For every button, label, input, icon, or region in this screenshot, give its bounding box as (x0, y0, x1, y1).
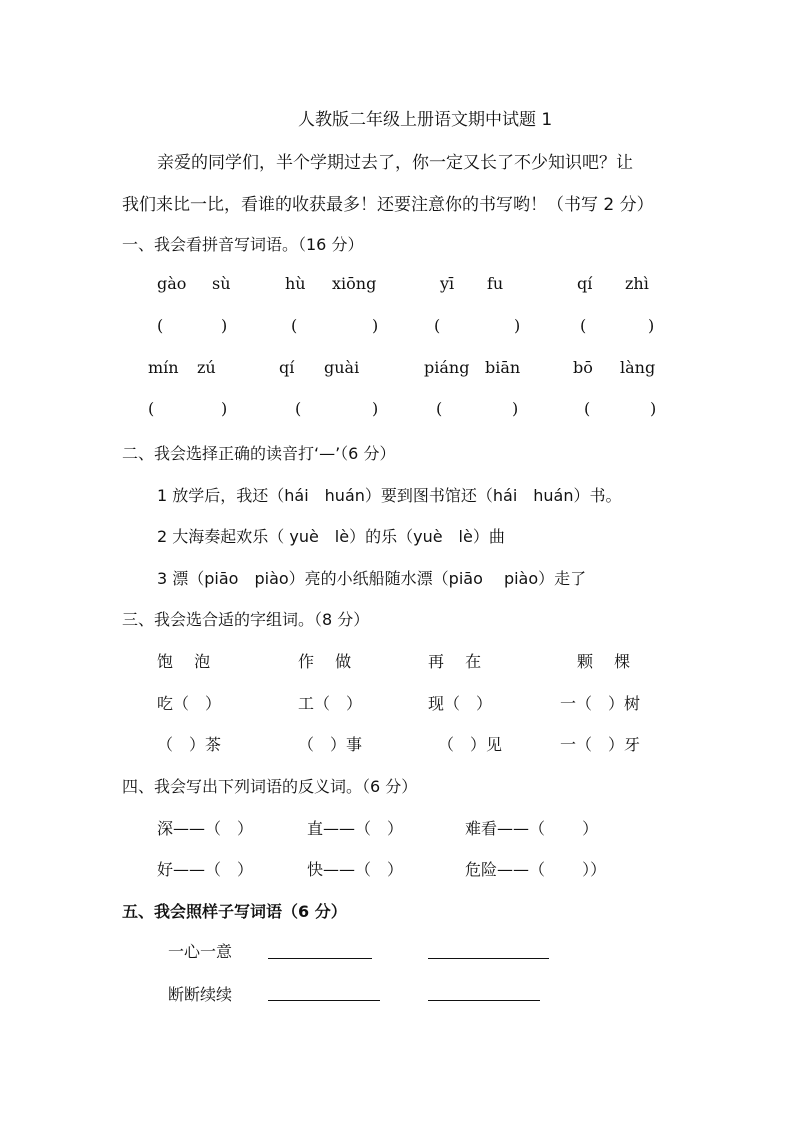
answer-bracket-open: ( (436, 399, 443, 418)
intro-line-1: 亲爱的同学们，半个学期过去了，你一定又长了不少知识吧？让 (157, 153, 633, 173)
antonym-blank: 直——（ ） (307, 819, 404, 838)
antonym-blank: 快——（ ） (307, 860, 404, 879)
answer-bracket-open: ( (148, 399, 155, 418)
pinyin: biān (485, 358, 521, 377)
answer-bracket-close: ) (512, 399, 519, 418)
fill-blank: 吃（ ） (157, 694, 222, 713)
section-5-heading: 五、我会照样子写词语（6 分） (122, 902, 347, 921)
char-pair: 作 做 (298, 652, 352, 671)
answer-bracket-open: ( (157, 316, 164, 335)
answer-bracket-open: ( (580, 316, 587, 335)
pinyin: zhì (625, 274, 649, 293)
pinyin: xiōng (332, 274, 377, 293)
pinyin: piáng (424, 358, 470, 377)
pinyin: làng (620, 358, 656, 377)
pinyin: guài (324, 358, 360, 377)
answer-line (428, 958, 549, 959)
answer-bracket-close: ) (221, 399, 228, 418)
antonym-blank: 难看——（ ） (465, 819, 599, 838)
answer-bracket-close: ) (648, 316, 655, 335)
example-word-2: 断断续续 (168, 985, 233, 1004)
char-pair: 再 在 (428, 652, 482, 671)
section-3-heading: 三、我会选合适的字组词。（8 分） (122, 610, 370, 629)
answer-bracket-open: ( (295, 399, 302, 418)
answer-bracket-close: ) (372, 399, 379, 418)
pinyin: bō (573, 358, 593, 377)
pinyin: yī (440, 274, 455, 293)
answer-bracket-close: ) (650, 399, 657, 418)
intro-line-2: 我们来比一比，看谁的收获最多！还要注意你的书写哟！（书写 2 分） (122, 195, 654, 215)
pinyin: sù (212, 274, 231, 293)
pinyin: fu (487, 274, 504, 293)
fill-blank: （ ）茶 (157, 735, 222, 754)
fill-blank: 现（ ） (428, 694, 493, 713)
answer-bracket-close: ) (372, 316, 379, 335)
section-2-heading: 二、我会选择正确的读音打‘—’（6 分） (122, 444, 396, 463)
example-word-1: 一心一意 (168, 942, 233, 961)
page-title: 人教版二年级上册语文期中试题 1 (298, 110, 553, 130)
answer-line (268, 958, 372, 959)
pinyin: zú (197, 358, 216, 377)
fill-blank: 一（ ）牙 (560, 735, 641, 754)
answer-bracket-open: ( (434, 316, 441, 335)
fill-blank: （ ）见 (438, 735, 503, 754)
antonym-blank: 危险——（ ）） (465, 860, 607, 879)
section-1-heading: 一、我会看拼音写词语。（16 分） (122, 235, 364, 254)
answer-bracket-close: ) (514, 316, 521, 335)
section-2-item-2: 2 大海奏起欢乐（ yuè lè）的乐（yuè lè）曲 (157, 527, 505, 546)
answer-line (428, 1000, 540, 1001)
pinyin: mín (148, 358, 179, 377)
answer-bracket-open: ( (584, 399, 591, 418)
answer-line (268, 1000, 380, 1001)
section-4-heading: 四、我会写出下列词语的反义词。（6 分） (122, 777, 418, 796)
fill-blank: （ ）事 (298, 735, 363, 754)
section-2-item-1: 1 放学后，我还（hái huán）要到图书馆还（hái huán）书。 (157, 486, 622, 505)
pinyin: hù (285, 274, 306, 293)
char-pair: 颗 棵 (577, 652, 631, 671)
answer-bracket-open: ( (291, 316, 298, 335)
antonym-blank: 好——（ ） (157, 860, 254, 879)
char-pair: 饱 泡 (157, 652, 211, 671)
fill-blank: 工（ ） (298, 694, 363, 713)
pinyin: qí (577, 274, 593, 293)
answer-bracket-close: ) (221, 316, 228, 335)
fill-blank: 一（ ）树 (560, 694, 641, 713)
antonym-blank: 深——（ ） (157, 819, 254, 838)
section-2-item-3: 3 漂（piāo piào）亮的小纸船随水漂（piāo piào）走了 (157, 569, 587, 588)
pinyin: qí (279, 358, 295, 377)
pinyin: gào (157, 274, 187, 293)
